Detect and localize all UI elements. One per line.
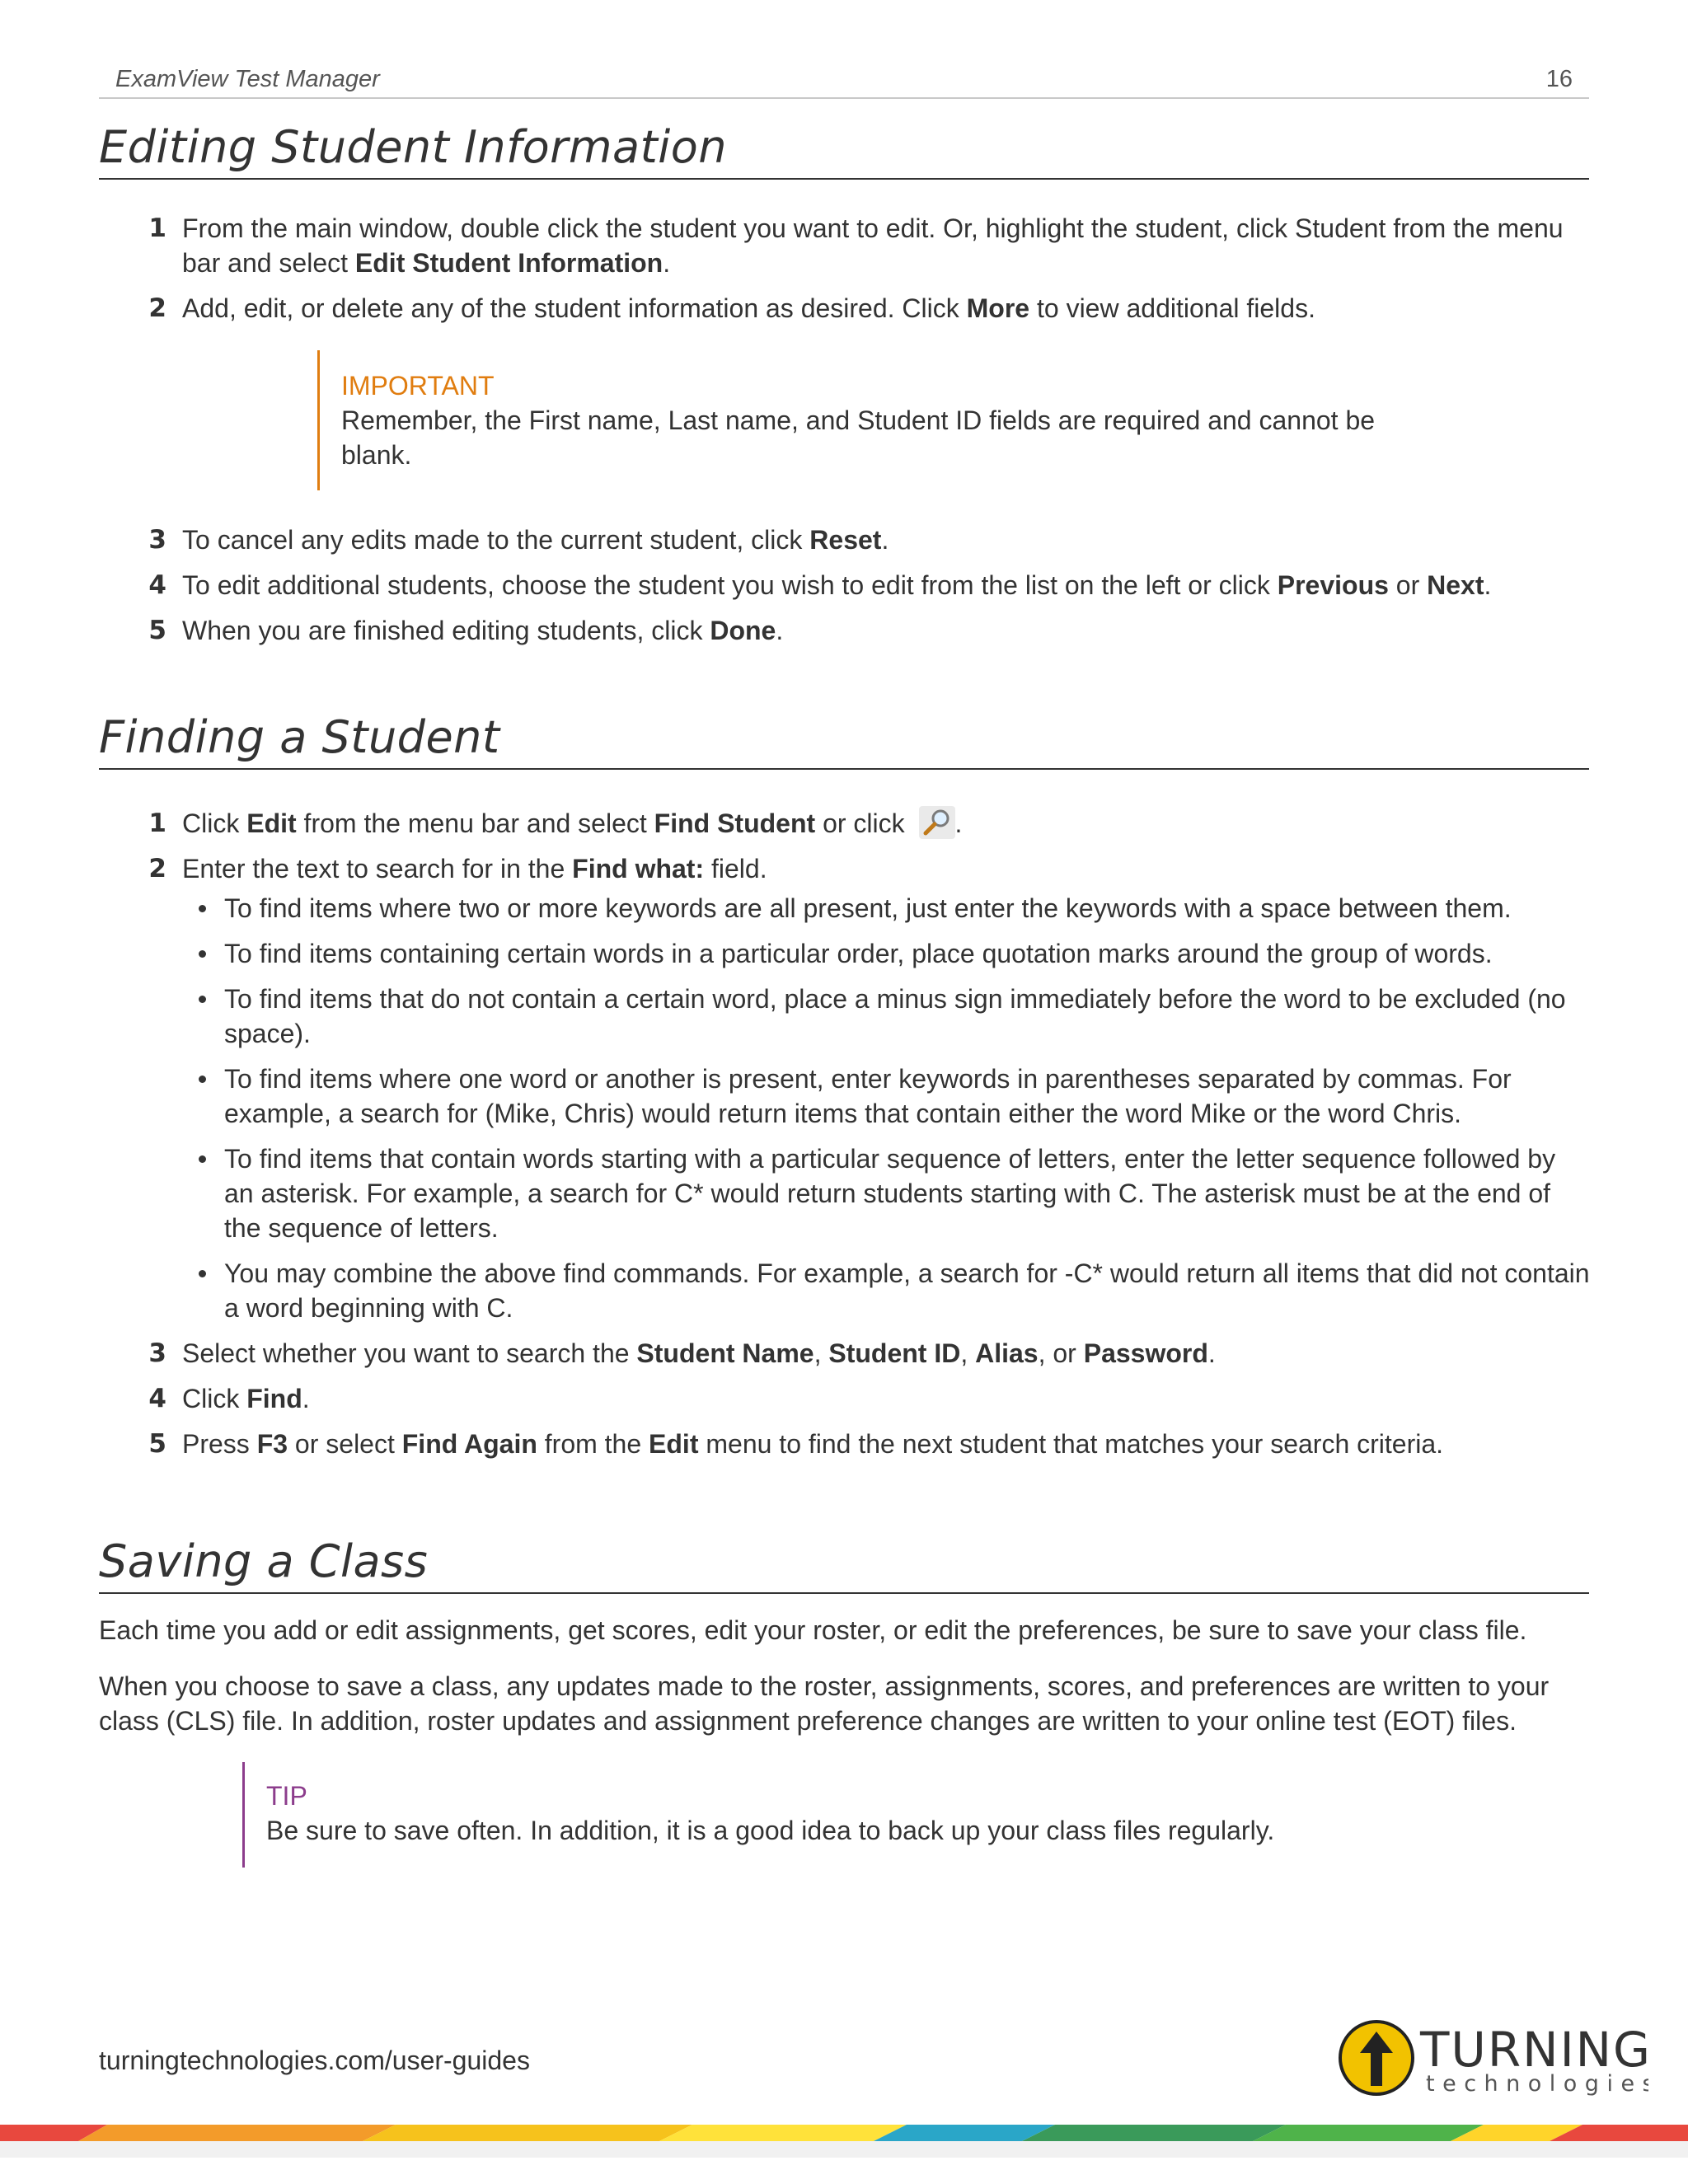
bullet-icon	[199, 1155, 206, 1163]
list-item: 5 When you are finished editing students, click Done.	[148, 616, 784, 645]
turning-technologies-logo	[1335, 2015, 1648, 2102]
list-item: To find items where two or more keywords are all present, just enter the keywords with a space between them.	[182, 891, 1591, 926]
important-label: IMPORTANT	[341, 371, 495, 401]
bullet-icon	[199, 950, 206, 958]
list-item: 4 To edit additional students, choose the student you wish to edit from the list on the left or click Previous or Next.	[148, 570, 1492, 600]
tip-text: Be sure to save often. In addition, it is a good idea to back up your class files regularly.	[266, 1816, 1275, 1845]
list-item: To find items that contain words starting with a particular sequence of letters, enter the letter sequence followed by an asterisk. For example, a search for C* would return students starting with C. The asterisk must be at the end of the sequence of letters.	[182, 1141, 1591, 1245]
important-callout	[317, 350, 1429, 490]
list-item: To find items that do not contain a certain word, place a minus sign immediately before the word to be excluded (no space).	[182, 982, 1591, 1051]
finding-steps-list	[140, 806, 1591, 1472]
list-item: To find items where one word or another is present, enter keywords in parentheses separated by commas. For example, a search for (Mike, Chris) would return items that contain either the word Mike or the word Chris.	[182, 1062, 1591, 1131]
list-item: 3 Select whether you want to search the Student Name, Student ID, Alias, or Password.	[148, 1338, 1216, 1368]
bullet-icon	[199, 996, 206, 1003]
list-item: 3 To cancel any edits made to the current student, click Reset.	[148, 525, 889, 555]
important-text: Remember, the First name, Last name, and Student ID fields are required and cannot be blank.	[341, 405, 1376, 470]
magnifier-icon	[919, 806, 955, 839]
bullet-icon	[199, 905, 206, 912]
saving-paragraph-2: When you choose to save a class, any updates made to the roster, assignments, scores, and preferences are written to your class (CLS) file. In addition, roster updates and assignment preference changes are written to your online test (EOT) files.	[99, 1671, 1550, 1736]
list-item: 4 Click Find.	[148, 1384, 310, 1413]
search-tips-list	[182, 891, 1591, 1325]
page-number: 16	[1545, 66, 1573, 92]
footer-color-stripe	[0, 2116, 1688, 2158]
list-item: 5 Press F3 or select Find Again from the Edit menu to find the next student that matches your search criteria.	[148, 1429, 1444, 1459]
tip-label: TIP	[266, 1781, 307, 1811]
section-heading-editing: Editing Student Information	[99, 120, 1589, 180]
editing-steps-list-2	[140, 523, 1591, 658]
editing-steps-list	[140, 211, 1591, 336]
section-heading-finding: Finding a Student	[99, 710, 1589, 770]
logo-mark-icon	[1335, 2015, 1648, 2102]
list-item: You may combine the above find commands. For example, a search for -C* would return all items that did not contain a word beginning with C.	[182, 1256, 1591, 1325]
bullet-icon	[199, 1076, 206, 1083]
header-title: ExamView Test Manager	[115, 66, 380, 92]
list-item: To find items containing certain words in a particular order, place quotation marks around the group of words.	[182, 936, 1591, 971]
list-item: 2 Enter the text to search for in the Find what: field. To find items where two or more keywords are all present, just enter the keywords with a space between them. To find items containing certain words in a particular order, place quotation marks around the group of words. To find items that do not contain a certain word, place a minus sign immediately before the word to be excluded (no space). To find items where one word or another is present, enter keywords in parentheses separated by commas. For example, a search for (Mike, Chris) would return items that contain either the word Mike or the word Chris. To find items that contain words starting with a particular sequence of letters, enter the letter sequence followed by an asterisk. For example, a search for C* would return students starting with C. The asterisk must be at the end of the sequence of letters. You may combine the above find commands. For example, a search for -C* would return all items that did not contain a word beginning with C.	[140, 851, 1591, 1325]
bullet-icon	[199, 1270, 206, 1277]
footer-url: turningtechnologies.com/user-guides	[99, 2046, 530, 2075]
logo-word-turning: TURNING	[1420, 2022, 1648, 2078]
list-item: 1 Click Edit from the menu bar and select Find Student or click .	[140, 806, 1591, 841]
list-item: 1 From the main window, double click the student you want to edit. Or, highlight the student, click Student from the menu bar and select Edit Student Information.	[148, 213, 1564, 278]
logo-word-technologies: technologies	[1426, 2071, 1648, 2097]
page-header	[99, 64, 1589, 99]
tip-callout	[242, 1762, 1503, 1868]
list-item: 2 Add, edit, or delete any of the student information as desired. Click More to view additional fields.	[148, 293, 1315, 323]
saving-paragraph-1: Each time you add or edit assignments, get scores, edit your roster, or edit the preferences, be sure to save your class file.	[99, 1615, 1527, 1645]
section-heading-saving: Saving a Class	[99, 1535, 1589, 1594]
